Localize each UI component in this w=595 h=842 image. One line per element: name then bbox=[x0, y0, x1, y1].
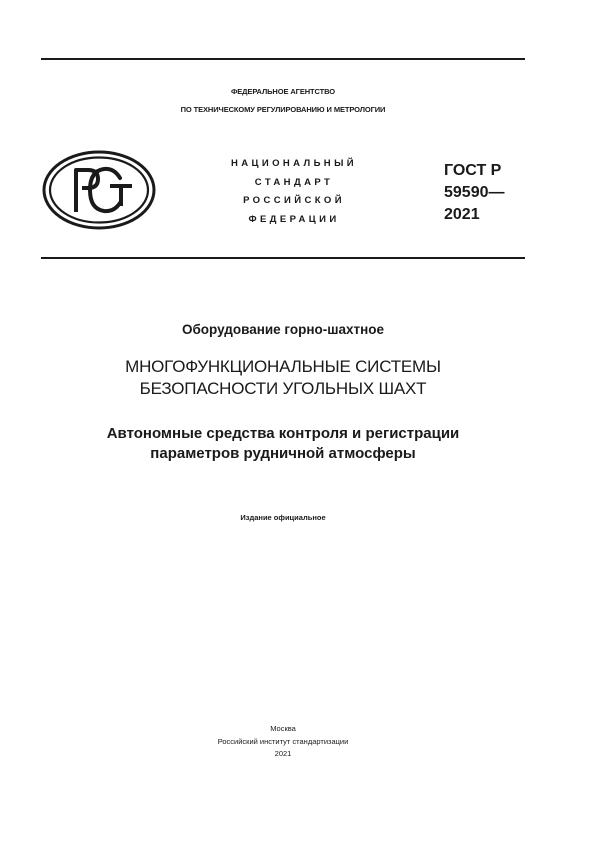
subject-title: Оборудование горно-шахтное bbox=[181, 322, 385, 337]
agency-line-1: ФЕДЕРАЛЬНОЕ АГЕНТСТВО bbox=[230, 87, 336, 96]
designation-line-2: 59590— bbox=[444, 184, 505, 201]
national-standard-line-1: НАЦИОНАЛЬНЫЙ bbox=[231, 158, 357, 169]
national-standard-label bbox=[196, 155, 392, 229]
edition-note: Издание официальное bbox=[240, 513, 326, 522]
main-title-line-1: МНОГОФУНКЦИОНАЛЬНЫЕ СИСТЕМЫ bbox=[125, 357, 441, 376]
imprint-year: 2021 bbox=[274, 749, 292, 758]
main-title bbox=[41, 356, 525, 400]
national-standard-line-3: РОССИЙСКОЙ bbox=[243, 195, 345, 206]
agency-line-2: ПО ТЕХНИЧЕСКОМУ РЕГУЛИРОВАНИЮ И МЕТРОЛОГИИ bbox=[180, 105, 386, 114]
middle-rule bbox=[41, 257, 525, 259]
imprint-city: Москва bbox=[270, 724, 296, 733]
designation-line-1: ГОСТ Р bbox=[444, 162, 502, 179]
standard-designation bbox=[444, 160, 505, 226]
main-title-line-2: БЕЗОПАСНОСТИ УГОЛЬНЫХ ШАХТ bbox=[139, 379, 427, 398]
designation-line-3: 2021 bbox=[444, 206, 480, 223]
part-title-line-1: Автономные средства контроля и регистрации bbox=[106, 425, 460, 442]
top-rule bbox=[41, 58, 525, 60]
part-title-line-2: параметров рудничной атмосферы bbox=[150, 445, 416, 462]
part-title bbox=[41, 424, 525, 464]
rst-logo-icon bbox=[40, 148, 158, 232]
imprint-publisher: Российский институт стандартизации bbox=[217, 736, 349, 746]
national-standard-line-4: ФЕДЕРАЦИИ bbox=[248, 213, 340, 225]
national-standard-line-2: СТАНДАРТ bbox=[254, 176, 334, 188]
imprint bbox=[41, 723, 525, 761]
agency-header bbox=[41, 83, 525, 119]
